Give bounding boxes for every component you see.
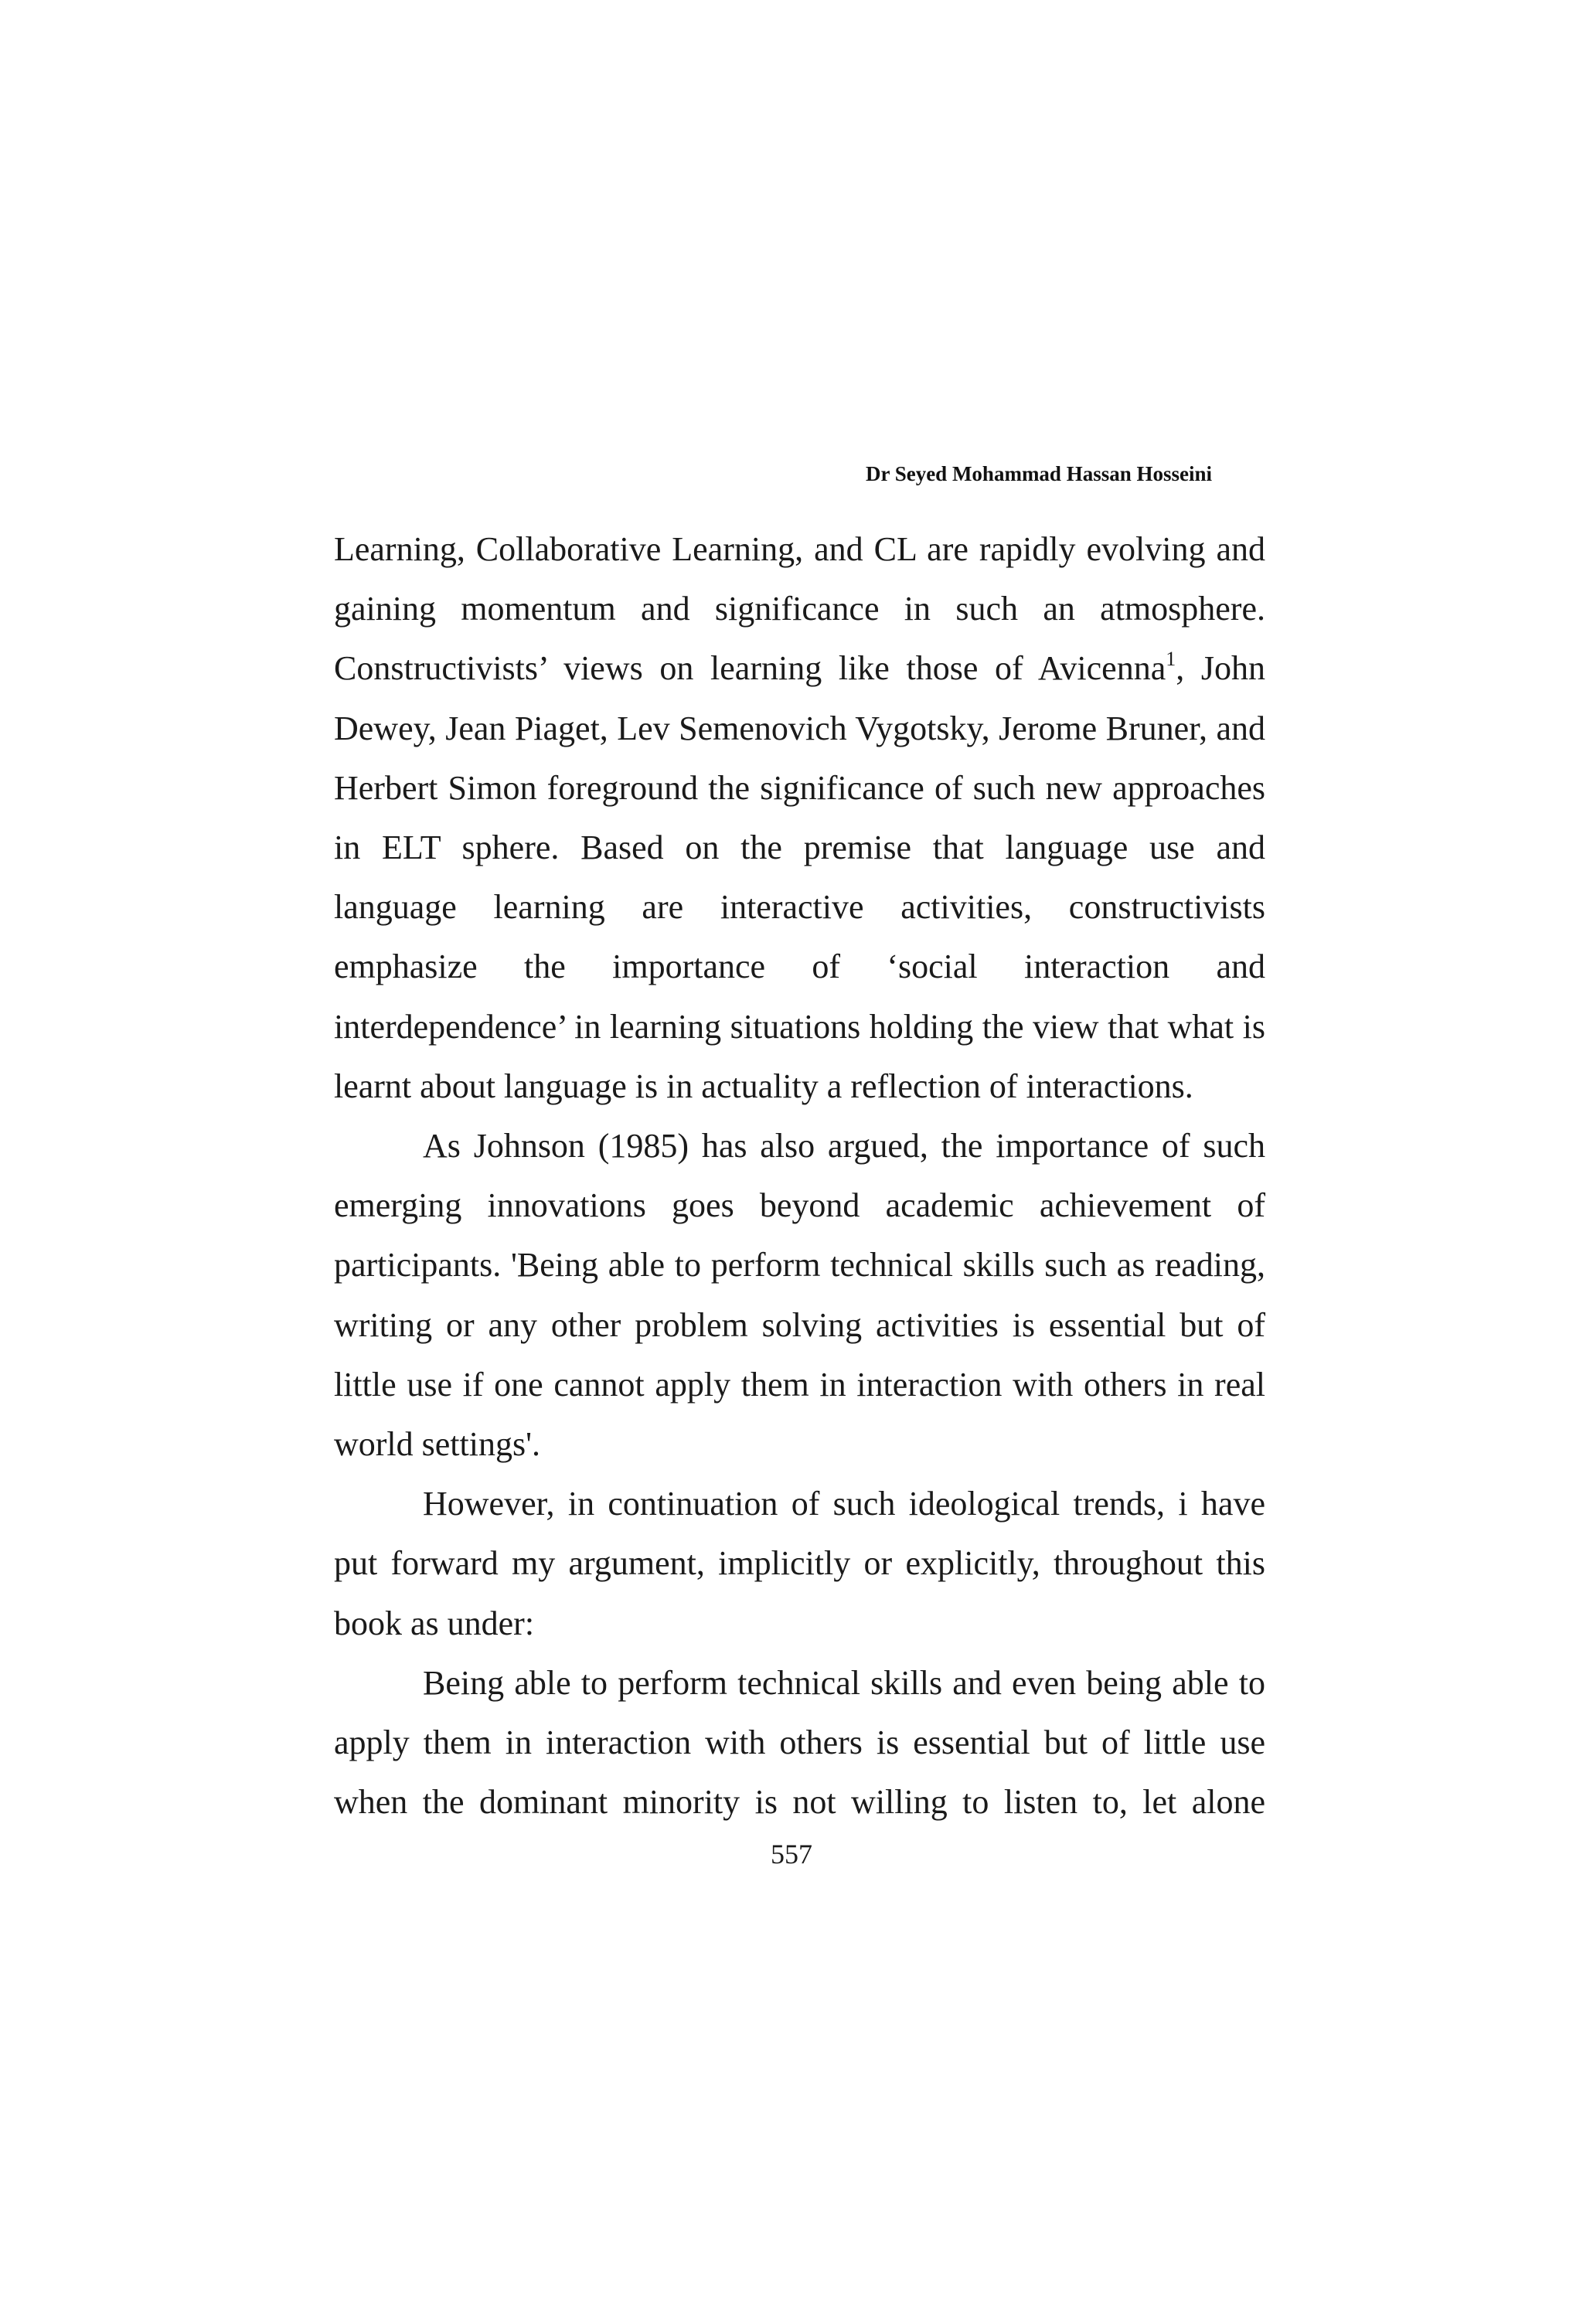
running-header-author: Dr Seyed Mohammad Hassan Hosseini [865,462,1212,485]
paragraph-1 [334,519,1265,1116]
paragraph-1-text-b: , John Dewey, Jean Piaget, Lev Semenovich Vygotsky, Jerome Bruner, and Herbert Simon foreground the significance of such new approaches in ELT sphere. Based on the premise that language use and language learning are interactive activities, constructivists emphasize the importance of ‘social interaction and interdependence’ in learning situations holding the view that what is learnt about language is in actuality a reflection of interactions. [334,649,1265,1105]
body-text [334,519,1265,1832]
paragraph-3: However, in continuation of such ideological trends, i have put forward my argument, implicitly or explicitly, throughout this book as under: [334,1485,1265,1642]
footnote-marker[interactable]: 1 [1166,648,1176,671]
paragraph-4: Being able to perform technical skills and even being able to apply them in interaction with others is essential but of little use when the dominant minority is not willing to listen to, let alone [334,1663,1265,1822]
paragraph-1-text-a: Learning, Collaborative Learning, and CL are rapidly evolving and gaining momentum and significance in such an atmosphere. Constructivists’ views on learning like those of Avicenna [334,530,1265,688]
paragraph-2: As Johnson (1985) has also argued, the importance of such emerging innovations goes beyond academic achievement of participants. 'Being able to perform technical skills such as reading, writing or any other problem solving activities is essential but of little use if one cannot apply them in interaction with others in real world settings'. [334,1127,1265,1464]
page-number: 557 [771,1839,812,1870]
